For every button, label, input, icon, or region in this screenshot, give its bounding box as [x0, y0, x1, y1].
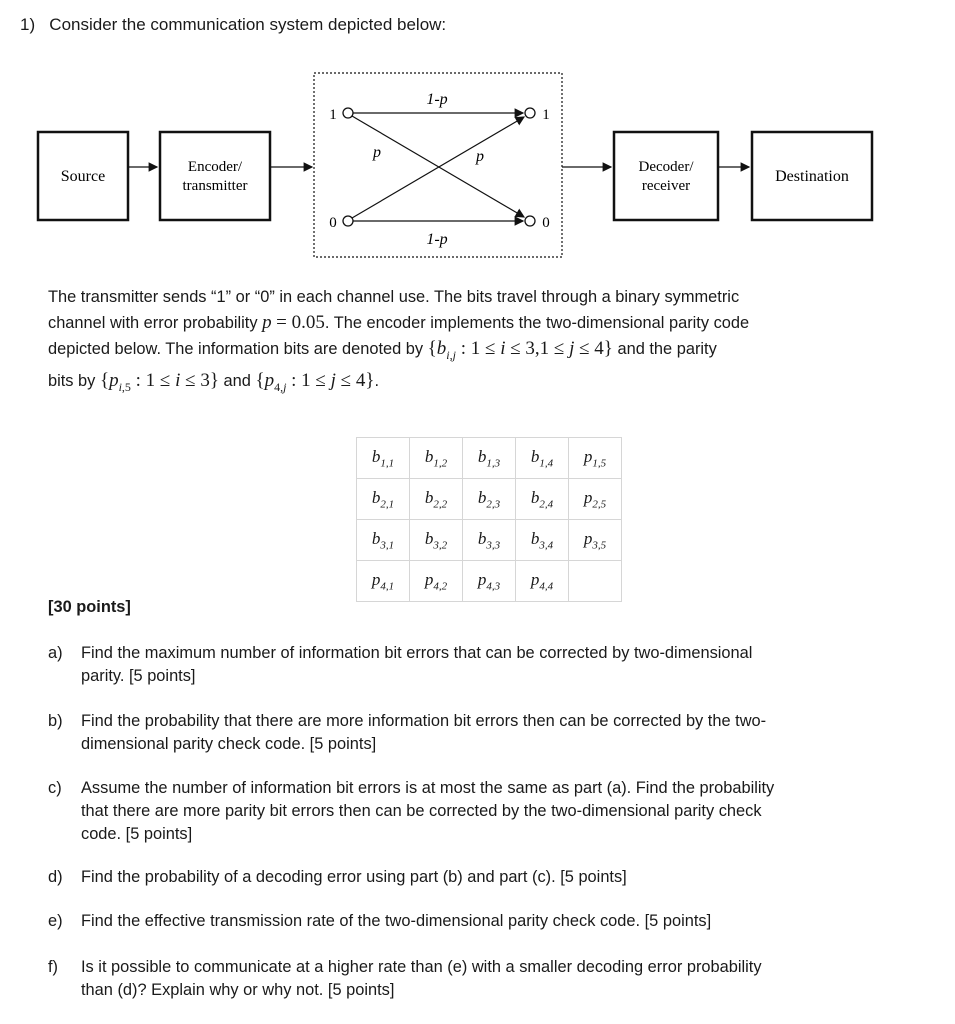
grid-cell: $p_{1,5}$: [569, 438, 622, 479]
grid-cell: $p_{4,1}$: [357, 561, 410, 602]
grid-cell: $b_{1,1}$: [357, 438, 410, 479]
source-label: Source: [60, 168, 106, 185]
grid-cell: $b_{1,3}$: [463, 438, 516, 479]
output-0-node: [525, 216, 535, 226]
path-0-1: [352, 117, 524, 218]
encoder-label-1: Encoder/: [187, 159, 243, 175]
input-0-label: 0: [329, 215, 337, 231]
grid-cell: $b_{2,4}$: [516, 479, 569, 520]
question-label: d): [48, 868, 63, 886]
grid-cell: $b_{1,4}$: [516, 438, 569, 479]
question-text: Find the effective transmission rate of the two-dimensional parity check code. [5 points]: [81, 912, 712, 930]
grid-cell: $b_{3,3}$: [463, 520, 516, 561]
question-text: Assume the number of information bit errors is at most the same as part (a). Find the probability that there are more parity bit errors then can be corrected by the two-dimensional parity check code. [5 points]: [81, 779, 775, 843]
decoder-box: [614, 132, 718, 220]
grid-cell: $b_{1,2}$: [410, 438, 463, 479]
points-total: [30 points]: [48, 598, 131, 616]
para-line-1: The transmitter sends “1” or “0” in each channel use. The bits travel through a binary symmetric: [48, 288, 740, 306]
grid-cell: $p_{4,2}$: [410, 561, 463, 602]
question-title: Consider the communication system depicted below:: [49, 15, 447, 34]
question-text: Find the maximum number of information bit errors that can be corrected by two-dimensional parity. [5 points]: [81, 644, 753, 685]
grid-cell: $b_{3,4}$: [516, 520, 569, 561]
parity-row-set: {$p_{i,5}$ : 1 ≤ i ≤ 3}: [99, 369, 219, 394]
grid-cell: [569, 561, 622, 602]
grid-row: [357, 561, 622, 602]
question-text: Is it possible to communicate at a higher rate than (e) with a smaller decoding error probability than (d)? Explain why or why not. [5 points]: [81, 958, 762, 999]
grid-cell: $b_{2,3}$: [463, 479, 516, 520]
communication-system-diagram: [0, 0, 955, 280]
grid-cell: $p_{4,4}$: [516, 561, 569, 602]
parity-code-grid: [356, 437, 622, 602]
error-probability-value: = 0.05: [276, 312, 325, 333]
top-prob-label: 1-p: [426, 91, 448, 108]
grid-row: [357, 438, 622, 479]
input-1-node: [343, 108, 353, 118]
grid-cell: $p_{3,5}$: [569, 520, 622, 561]
grid-cell: $p_{4,3}$: [463, 561, 516, 602]
grid-row: [357, 520, 622, 561]
grid-cell: $b_{2,1}$: [357, 479, 410, 520]
cross-prob-right: p: [476, 148, 484, 165]
grid-cell: $b_{3,1}$: [357, 520, 410, 561]
grid-cell: $p_{2,5}$: [569, 479, 622, 520]
encoder-label-2: transmitter: [182, 178, 248, 194]
question-number: 1): [20, 15, 36, 34]
path-1-0: [352, 116, 524, 217]
output-1-node: [525, 108, 535, 118]
output-0-label: 0: [542, 215, 550, 231]
decoder-label-2: receiver: [641, 178, 691, 194]
input-1-label: 1: [329, 107, 337, 123]
input-0-node: [343, 216, 353, 226]
parity-col-set: {$p_{4,j}$ : 1 ≤ j ≤ 4}: [255, 369, 375, 394]
decoder-label-1: Decoder/: [638, 159, 694, 175]
cross-prob-left: p: [373, 144, 381, 161]
output-1-label: 1: [542, 107, 550, 123]
grid-cell: $b_{2,2}$: [410, 479, 463, 520]
para-line-3: depicted below. The information bits are denoted by {$b_{i,j}$ : 1 ≤ i ≤ 3,1 ≤ j ≤ 4} and the parity: [48, 338, 717, 362]
destination-label: Destination: [775, 168, 849, 185]
problem-description: [48, 284, 908, 400]
info-bits-set: {$b_{i,j}$ : 1 ≤ i ≤ 3,1 ≤ j ≤ 4}: [427, 338, 613, 362]
para-line-2: channel with error probability p = 0.05. The encoder implements the two-dimensional parity code: [48, 312, 750, 333]
question-text: Find the probability of a decoding error using part (b) and part (c). [5 points]: [81, 868, 627, 886]
question-label: b): [48, 712, 63, 730]
question-label: f): [48, 958, 59, 976]
para-line-4: bits by {$p_{i,5}$ : 1 ≤ i ≤ 3} and {$p_{4,j}$ : 1 ≤ j ≤ 4}.: [48, 369, 380, 394]
question-text: Find the probability that there are more information bit errors then can be corrected by the two- dimensional parity check code. [5 points]: [81, 712, 767, 753]
encoder-box: [160, 132, 270, 220]
bottom-prob-label: 1-p: [426, 231, 448, 248]
grid-row: [357, 479, 622, 520]
question-label: e): [48, 912, 63, 930]
question-label: a): [48, 644, 63, 662]
grid-cell: $b_{3,2}$: [410, 520, 463, 561]
question-label: c): [48, 779, 62, 797]
